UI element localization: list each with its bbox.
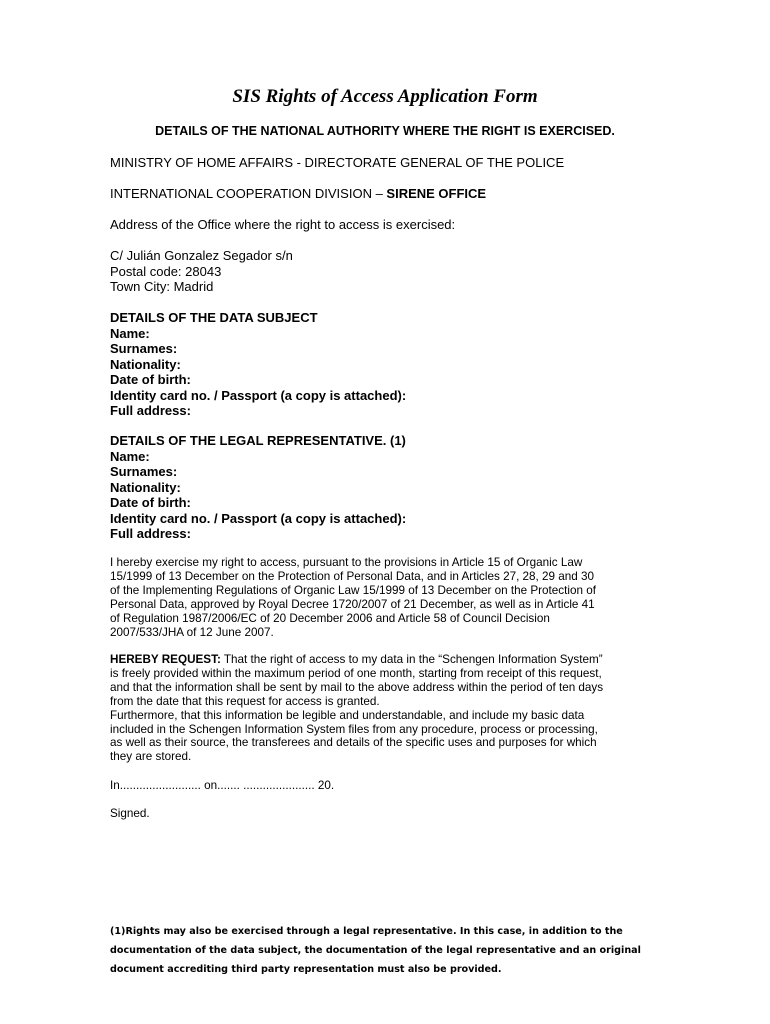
legal-rep-nationality-field: Nationality: — [110, 479, 181, 495]
place-date-line: In......................... on....... ...................... 20. — [110, 779, 335, 792]
footnote-line: (1)Rights may also be exercised through a legal representative. In this case, in addition to the — [110, 926, 623, 937]
request-lead-text: That the right of access to my data in the “Schengen Information System” — [220, 653, 603, 666]
exercise-paragraph — [110, 556, 670, 639]
request-label: HEREBY REQUEST: — [110, 653, 221, 666]
paragraph-line: they are stored. — [110, 750, 192, 764]
sirene-office: SIRENE OFFICE — [386, 186, 487, 201]
paragraph-line: included in the Schengen Information System files from any procedure, process or processing, — [110, 722, 598, 736]
paragraph-line: and that the information shall be sent by mail to the above address within the period of ten days — [110, 680, 604, 694]
signed-line: Signed. — [110, 807, 150, 820]
paragraph-line: Personal Data, approved by Royal Decree 1720/2007 of 21 December, as well as in Article 41 — [110, 597, 595, 611]
data-subject-name-field: Name: — [110, 325, 150, 341]
paragraph-line: 15/1999 of 13 December on the Protection of Personal Data, and in Articles 27, 28, 29 and 30 — [110, 569, 595, 583]
division-prefix: INTERNATIONAL COOPERATION DIVISION – — [110, 186, 387, 201]
request-paragraph — [110, 653, 670, 764]
legal-rep-heading: DETAILS OF THE LEGAL REPRESENTATIVE. (1) — [110, 433, 406, 448]
paragraph-line: I hereby exercise my right to access, pursuant to the provisions in Article 15 of Organic Law — [110, 556, 583, 569]
address-street: C/ Julián Gonzalez Segador s/n — [110, 248, 293, 263]
data-subject-section — [110, 310, 406, 419]
legal-rep-address-field: Full address: — [110, 526, 191, 541]
legal-rep-surnames-field: Surnames: — [110, 464, 178, 479]
legal-rep-id-field: Identity card no. / Passport (a copy is attached): — [110, 510, 407, 526]
data-subject-heading: DETAILS OF THE DATA SUBJECT — [110, 310, 318, 325]
address-town: Town City: Madrid — [110, 279, 214, 294]
legal-rep-name-field: Name: — [110, 448, 150, 464]
data-subject-address-field: Full address: — [110, 403, 191, 418]
data-subject-id-field: Identity card no. / Passport (a copy is attached): — [110, 387, 407, 403]
paragraph-line: 2007/533/JHA of 12 June 2007. — [110, 625, 274, 639]
footnote-line: document accrediting third party representation must also be provided. — [110, 964, 502, 975]
paragraph-line: from the date that this request for access is granted. — [110, 694, 380, 708]
office-address — [110, 248, 293, 295]
authority-heading: DETAILS OF THE NATIONAL AUTHORITY WHERE THE RIGHT IS EXERCISED. — [155, 124, 615, 138]
address-postal-code: Postal code: 28043 — [110, 263, 222, 279]
data-subject-dob-field: Date of birth: — [110, 372, 191, 387]
paragraph-line: as well as their source, the transferees and details of the specific uses and purposes for which — [110, 736, 597, 750]
request-first-line — [110, 653, 670, 667]
paragraph-line: is freely provided within the maximum period of one month, starting from receipt of this request, — [110, 666, 602, 680]
data-subject-surnames-field: Surnames: — [110, 341, 178, 356]
paragraph-line: of Regulation 1987/2006/EC of 20 December 2006 and Article 58 of Council Decision — [110, 611, 550, 625]
legal-rep-section — [110, 433, 406, 542]
footnote — [110, 922, 641, 979]
paragraph-line: Furthermore, that this information be legible and understandable, and include my basic data — [110, 708, 585, 722]
form-title: SIS Rights of Access Application Form — [232, 86, 538, 107]
division-line — [110, 186, 486, 201]
footnote-line: documentation of the data subject, the documentation of the legal representative and an original — [110, 945, 641, 956]
data-subject-nationality-field: Nationality: — [110, 356, 181, 372]
legal-rep-dob-field: Date of birth: — [110, 495, 191, 510]
ministry-line: MINISTRY OF HOME AFFAIRS - DIRECTORATE GENERAL OF THE POLICE — [110, 155, 565, 170]
paragraph-line: of the Implementing Regulations of Organic Law 15/1999 of 13 December on the Protection of — [110, 583, 596, 597]
address-intro: Address of the Office where the right to access is exercised: — [110, 217, 456, 232]
